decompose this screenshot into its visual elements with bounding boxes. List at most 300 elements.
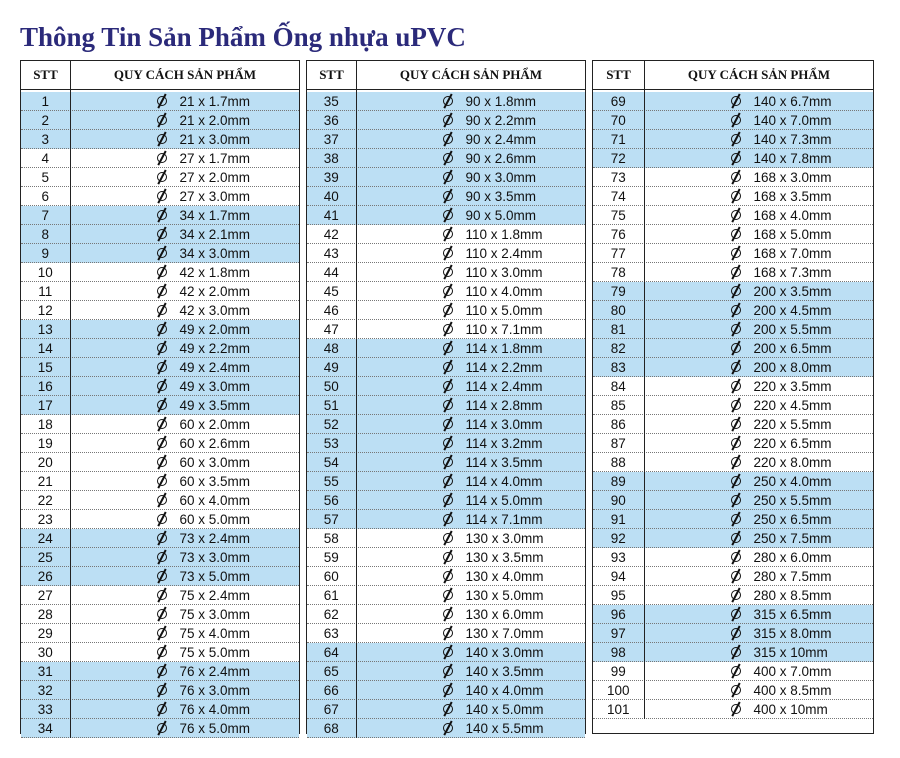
table-row [307,491,585,510]
row-spec-text: 140 x 7.0mm [753,112,832,128]
row-stt: 72 [610,150,626,166]
diameter-symbol-icon [730,114,742,126]
row-stt: 23 [37,511,53,527]
diameter-symbol-icon [442,266,454,278]
diameter-symbol-icon [442,475,454,487]
row-stt: 26 [37,568,53,584]
row-spec-text: 27 x 1.7mm [179,150,251,166]
row-spec-text: 168 x 7.0mm [753,245,832,261]
row-spec-text: 315 x 10mm [753,644,828,660]
row-stt: 16 [37,378,53,394]
row-spec [644,472,874,490]
row-spec [644,225,874,243]
row-spec-text: 130 x 4.0mm [465,568,544,584]
row-spec [644,206,874,224]
row-spec-text: 75 x 3.0mm [179,606,251,622]
table-row [593,168,873,187]
table-row [307,548,585,567]
table-row [21,396,299,415]
row-spec-text: 21 x 1.7mm [179,93,251,109]
table-row [593,510,873,529]
row-spec [356,586,586,604]
row-spec-text: 140 x 4.0mm [465,682,544,698]
table-row [21,434,299,453]
diameter-symbol-icon [156,133,168,145]
row-spec-text: 280 x 7.5mm [753,568,832,584]
row-spec-text: 90 x 2.4mm [465,131,537,147]
row-spec [70,605,300,623]
table-row [21,111,299,130]
row-stt: 40 [323,188,339,204]
row-spec-text: 220 x 6.5mm [753,435,832,451]
row-spec-text: 315 x 8.0mm [753,625,832,641]
row-spec-text: 73 x 3.0mm [179,549,251,565]
row-spec-text: 280 x 8.5mm [753,587,832,603]
row-spec [644,586,874,604]
row-spec [356,472,586,490]
row-stt: 76 [610,226,626,242]
row-stt: 45 [323,283,339,299]
row-spec-text: 76 x 4.0mm [179,701,251,717]
row-stt: 33 [37,701,53,717]
table-row [593,415,873,434]
row-spec [70,529,300,547]
diameter-symbol-icon [730,399,742,411]
table-row [307,339,585,358]
row-spec-text: 90 x 5.0mm [465,207,537,223]
row-spec [70,662,300,680]
table-row [307,92,585,111]
row-stt: 39 [323,169,339,185]
table-row [593,624,873,643]
row-spec-text: 110 x 1.8mm [465,226,543,242]
table-row [307,282,585,301]
table-row [307,624,585,643]
row-spec [70,434,300,452]
diameter-symbol-icon [442,684,454,696]
diameter-symbol-icon [442,589,454,601]
row-spec-text: 42 x 3.0mm [179,302,251,318]
row-spec [356,681,586,699]
row-spec [70,130,300,148]
table-header [593,61,873,90]
row-spec [644,301,874,319]
table-row [307,434,585,453]
table-row [307,662,585,681]
row-spec-text: 90 x 2.2mm [465,112,537,128]
diameter-symbol-icon [442,703,454,715]
diameter-symbol-icon [730,304,742,316]
diameter-symbol-icon [156,361,168,373]
table-row [21,624,299,643]
row-stt: 95 [610,587,626,603]
table-row [307,700,585,719]
table-row [307,472,585,491]
row-stt: 74 [610,188,626,204]
row-spec [70,415,300,433]
row-stt: 65 [323,663,339,679]
table-row [307,206,585,225]
row-spec [356,415,586,433]
diameter-symbol-icon [442,437,454,449]
diameter-symbol-icon [442,95,454,107]
diameter-symbol-icon [442,532,454,544]
row-spec [644,548,874,566]
row-stt: 98 [610,644,626,660]
diameter-symbol-icon [156,266,168,278]
table-row [593,92,873,111]
row-spec [70,624,300,642]
row-spec [70,396,300,414]
row-spec-text: 140 x 3.5mm [465,663,544,679]
row-stt: 37 [323,131,339,147]
row-spec-text: 200 x 6.5mm [753,340,832,356]
row-spec-text: 315 x 6.5mm [753,606,832,622]
diameter-symbol-icon [156,418,168,430]
diameter-symbol-icon [730,494,742,506]
diameter-symbol-icon [442,323,454,335]
row-spec [644,92,874,110]
row-stt: 81 [610,321,626,337]
row-spec [644,339,874,357]
table-row [307,111,585,130]
header-spec: QUY CÁCH SẢN PHẨM [113,67,257,82]
row-spec-text: 220 x 3.5mm [753,378,832,394]
table-row [307,225,585,244]
table-row [593,282,873,301]
row-spec-text: 76 x 2.4mm [179,663,251,679]
diameter-symbol-icon [442,285,454,297]
table-body [593,90,873,719]
table-row [593,130,873,149]
row-spec [70,358,300,376]
row-spec [70,643,300,661]
diameter-symbol-icon [156,646,168,658]
row-spec [70,491,300,509]
row-spec [356,225,586,243]
row-spec-text: 114 x 5.0mm [465,492,543,508]
row-stt: 8 [41,226,49,242]
table-row [21,149,299,168]
row-stt: 57 [323,511,339,527]
row-spec-text: 114 x 3.5mm [465,454,543,470]
diameter-symbol-icon [442,247,454,259]
row-spec-text: 60 x 2.6mm [179,435,251,451]
table-row [21,453,299,472]
row-spec-text: 27 x 3.0mm [179,188,251,204]
row-spec-text: 200 x 8.0mm [753,359,832,375]
row-stt: 5 [41,169,49,185]
row-spec-text: 49 x 3.5mm [179,397,251,413]
table-row [593,244,873,263]
row-spec-text: 250 x 7.5mm [753,530,832,546]
diameter-symbol-icon [156,399,168,411]
row-spec-text: 114 x 2.4mm [465,378,543,394]
diameter-symbol-icon [156,228,168,240]
row-spec [356,130,586,148]
row-spec [70,263,300,281]
row-stt: 10 [37,264,53,280]
diameter-symbol-icon [442,722,454,734]
row-spec-text: 250 x 4.0mm [753,473,832,489]
row-spec [356,453,586,471]
diameter-symbol-icon [442,342,454,354]
table-row [21,187,299,206]
table-row [593,491,873,510]
diameter-symbol-icon [442,418,454,430]
row-spec-text: 200 x 4.5mm [753,302,832,318]
row-stt: 38 [323,150,339,166]
row-stt: 14 [37,340,53,356]
row-stt: 42 [323,226,339,242]
row-spec [644,111,874,129]
row-spec-text: 114 x 7.1mm [465,511,543,527]
row-stt: 88 [610,454,626,470]
header-spec: QUY CÁCH SẢN PHẨM [399,67,543,82]
row-spec [644,567,874,585]
row-spec [644,377,874,395]
row-spec [70,320,300,338]
diameter-symbol-icon [730,513,742,525]
table-row [307,263,585,282]
table-row [593,320,873,339]
row-spec [356,434,586,452]
table-row [307,643,585,662]
diameter-symbol-icon [730,437,742,449]
row-stt: 36 [323,112,339,128]
table-row [593,681,873,700]
row-spec [644,358,874,376]
row-spec [644,244,874,262]
row-stt: 64 [323,644,339,660]
row-stt: 92 [610,530,626,546]
diameter-symbol-icon [730,323,742,335]
row-spec [644,643,874,661]
row-stt: 62 [323,606,339,622]
diameter-symbol-icon [442,209,454,221]
row-spec [356,548,586,566]
diameter-symbol-icon [156,570,168,582]
row-stt: 12 [37,302,53,318]
row-spec-text: 76 x 5.0mm [179,720,251,736]
table-row [21,700,299,719]
row-spec [70,377,300,395]
header-stt: STT [21,61,71,89]
table-row [21,282,299,301]
diameter-symbol-icon [156,722,168,734]
row-stt: 28 [37,606,53,622]
diameter-symbol-icon [442,665,454,677]
diameter-symbol-icon [730,646,742,658]
table-row [593,339,873,358]
row-spec [644,263,874,281]
column-divider [644,90,646,719]
table-row [593,472,873,491]
row-stt: 22 [37,492,53,508]
table-row [21,130,299,149]
row-stt: 41 [323,207,339,223]
row-spec-text: 90 x 1.8mm [465,93,537,109]
table-row [307,681,585,700]
table-row [593,358,873,377]
row-spec [356,529,586,547]
table-body [307,90,585,738]
row-stt: 53 [323,435,339,451]
diameter-symbol-icon [730,551,742,563]
row-spec [70,719,300,737]
row-spec [356,111,586,129]
row-stt: 101 [606,701,630,717]
row-spec-text: 75 x 2.4mm [179,587,251,603]
table-row [307,149,585,168]
table-row [593,643,873,662]
diameter-symbol-icon [156,285,168,297]
row-stt: 25 [37,549,53,565]
table-row [21,92,299,111]
column-divider [70,90,72,738]
row-spec-text: 130 x 7.0mm [465,625,544,641]
table-row [307,529,585,548]
row-spec [644,434,874,452]
row-spec-text: 140 x 5.0mm [465,701,544,717]
table-row [593,225,873,244]
row-spec-text: 168 x 7.3mm [753,264,832,280]
header-spec: QUY CÁCH SẢN PHẨM [687,67,831,82]
row-stt: 2 [41,112,49,128]
row-stt: 46 [323,302,339,318]
table-row [307,415,585,434]
row-stt: 4 [41,150,49,166]
row-spec-text: 110 x 2.4mm [465,245,543,261]
table-row [21,605,299,624]
diameter-symbol-icon [156,608,168,620]
diameter-symbol-icon [442,456,454,468]
row-spec-text: 114 x 4.0mm [465,473,543,489]
row-spec-text: 60 x 4.0mm [179,492,251,508]
row-stt: 73 [610,169,626,185]
row-spec-text: 75 x 4.0mm [179,625,251,641]
row-stt: 31 [37,663,53,679]
row-stt: 89 [610,473,626,489]
row-spec [356,339,586,357]
row-spec [70,301,300,319]
diameter-symbol-icon [442,228,454,240]
diameter-symbol-icon [730,627,742,639]
row-spec [356,510,586,528]
table-row [593,149,873,168]
row-spec-text: 21 x 2.0mm [179,112,251,128]
row-spec-text: 114 x 3.2mm [465,435,543,451]
row-spec-text: 140 x 3.0mm [465,644,544,660]
row-spec-text: 60 x 2.0mm [179,416,251,432]
page-title: Thông Tin Sản Phẩm Ống nhựa uPVC [20,22,466,52]
row-stt: 49 [323,359,339,375]
row-spec-text: 110 x 4.0mm [465,283,543,299]
diameter-symbol-icon [156,342,168,354]
row-spec [70,168,300,186]
table-body [21,90,299,738]
table-row [307,377,585,396]
row-spec-text: 110 x 3.0mm [465,264,543,280]
row-spec-text: 34 x 3.0mm [179,245,251,261]
row-stt: 68 [323,720,339,736]
row-stt: 75 [610,207,626,223]
row-spec-text: 130 x 6.0mm [465,606,544,622]
row-spec [70,187,300,205]
row-stt: 29 [37,625,53,641]
table-row [21,472,299,491]
table-row [593,396,873,415]
row-spec [644,149,874,167]
row-stt: 9 [41,245,49,261]
diameter-symbol-icon [730,665,742,677]
row-stt: 96 [610,606,626,622]
row-stt: 50 [323,378,339,394]
diameter-symbol-icon [442,570,454,582]
row-stt: 79 [610,283,626,299]
table-row [21,548,299,567]
row-spec-text: 130 x 5.0mm [465,587,544,603]
diameter-symbol-icon [442,513,454,525]
row-spec [70,472,300,490]
row-stt: 60 [323,568,339,584]
row-stt: 67 [323,701,339,717]
table-row [593,529,873,548]
row-spec [356,719,586,737]
row-spec [356,605,586,623]
row-spec [644,491,874,509]
table-row [593,187,873,206]
row-stt: 91 [610,511,626,527]
table-row [307,358,585,377]
row-spec-text: 140 x 7.3mm [753,131,832,147]
table-row [21,662,299,681]
row-spec [356,491,586,509]
row-stt: 94 [610,568,626,584]
diameter-symbol-icon [730,342,742,354]
row-spec-text: 49 x 2.2mm [179,340,251,356]
row-spec-text: 42 x 2.0mm [179,283,251,299]
row-spec-text: 250 x 6.5mm [753,511,832,527]
diameter-symbol-icon [156,532,168,544]
diameter-symbol-icon [156,171,168,183]
diameter-symbol-icon [442,646,454,658]
diameter-symbol-icon [730,589,742,601]
row-stt: 99 [610,663,626,679]
diameter-symbol-icon [156,95,168,107]
table-row [21,529,299,548]
row-spec [644,662,874,680]
table-row [593,586,873,605]
row-spec-text: 21 x 3.0mm [179,131,251,147]
table-row [21,168,299,187]
row-spec [644,130,874,148]
row-spec [644,681,874,699]
row-spec-text: 49 x 3.0mm [179,378,251,394]
row-stt: 6 [41,188,49,204]
diameter-symbol-icon [730,570,742,582]
row-spec [644,510,874,528]
row-spec-text: 140 x 7.8mm [753,150,832,166]
diameter-symbol-icon [730,95,742,107]
row-spec [70,282,300,300]
diameter-symbol-icon [730,418,742,430]
row-spec-text: 34 x 2.1mm [179,226,251,242]
row-spec [356,624,586,642]
table-row [593,301,873,320]
diameter-symbol-icon [730,475,742,487]
table-row [307,453,585,472]
